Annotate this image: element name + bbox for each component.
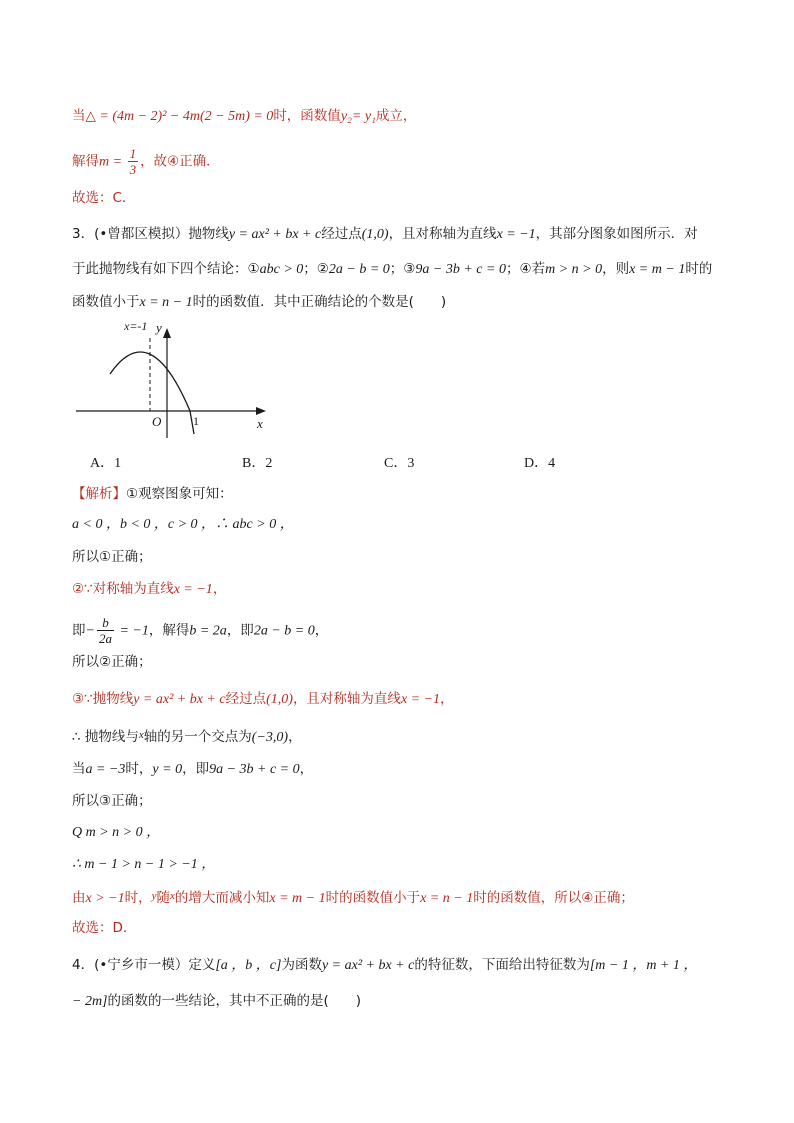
math: x = n − 1 [139,295,193,310]
y-axis-label: y [156,320,162,335]
analysis-line-9: 所以③正确； [72,793,152,809]
math: 2a − b = 0 [253,623,315,639]
text: ，且对称轴为直线 [388,226,497,242]
math: [a ，b ，c] [215,958,282,973]
parabola-graph [72,318,272,442]
text: 时的函数值小于 [325,890,421,906]
text: 的函数的一些结论，其中不正确的是( ) [107,993,362,1009]
math: − [85,623,95,639]
text: 经过点 [321,226,362,242]
numerator: 1 [129,146,137,161]
text: 时的 [685,261,713,277]
analysis-line-10: Q m > n > 0 ， [72,825,161,840]
text: 随 [156,890,170,906]
math: 2a − b = 0 [328,262,390,277]
math: 9a − 3b + c = 0 [209,762,300,777]
text: 由 [72,890,86,906]
text: ， [288,729,302,745]
option-d[interactable]: D．4 [524,456,556,471]
text: 时， [124,890,152,906]
math: x = −1 [400,692,441,707]
math: (1,0) [266,692,293,707]
text: 的增大而减小知 [174,890,270,906]
analysis-line-13: 故选：D． [72,920,137,936]
text: ，且对称轴为直线 [292,691,401,707]
math: (−3,0) [251,730,289,745]
text: ②∵对称轴为直线 [72,581,174,597]
text: 3．(•曾都区模拟）抛物线 [72,226,229,242]
math: x = −1 [496,227,536,242]
point-label: 1 [193,414,199,428]
numerator: b [97,615,114,631]
text: ，即 [182,761,210,777]
math: a = −3 [85,762,126,777]
math: y = ax² + bx + c [133,692,226,707]
text: 为函数 [281,957,322,973]
math: y = ax² + bx + c [321,958,415,973]
x-axis-arrow [256,407,266,415]
text: 即 [72,622,86,639]
math: x [170,890,175,902]
text: ，解得 [148,622,190,639]
question-4-line-1 [72,955,697,976]
analysis-line-4 [72,615,328,646]
text: ， [440,691,454,707]
y-axis-arrow [163,328,171,338]
text: 当△ [72,108,96,124]
text: ，其部分图象如图所示．对 [535,226,698,242]
math: b = 2a [189,623,227,639]
math: y = 0 [152,762,183,777]
symmetry-label: x=-1 [124,319,148,333]
analysis-line-6 [72,689,454,710]
text: 4．(•宁乡市一模）定义 [72,957,216,973]
text: ③∵抛物线 [72,691,134,707]
analysis-tag: 【解析】 [72,486,126,502]
x-axis-label: x [257,416,263,431]
text: ；③ [389,261,416,277]
analysis-line-7 [72,725,302,748]
math: y = ax² + bx + c [228,227,322,242]
text: 经过点 [225,691,267,707]
math: x = m − 1 [269,891,326,906]
text: ；④若 [505,261,546,277]
math: m > n > 0 [545,262,603,277]
analysis-line-12 [72,886,634,909]
text: ， [314,622,329,639]
math: [m − 1 ，m + 1 ， [589,958,698,973]
analysis-line-11: ∴ m − 1 > n − 1 > −1 ， [72,857,216,872]
analysis-line-1: a < 0 ，b < 0 ，c > 0 ，∴ abc > 0 ， [72,517,294,532]
text: ∴ 抛物线与 [72,729,139,745]
text: ，故④正确． [140,153,220,170]
option-b[interactable]: B．2 [242,456,273,471]
answer-line: 故选：C． [72,190,136,206]
math: x = n − 1 [420,891,474,906]
text: 于此抛物线有如下四个结论：① [72,261,260,277]
analysis-line-8 [72,759,313,780]
question-3-line-3 [72,292,446,313]
analysis-header [72,484,233,504]
option-a[interactable]: A．1 [90,456,122,471]
condition-line [72,106,416,127]
text: 时，函数值 [273,108,341,124]
denominator: 3 [129,162,137,177]
fraction [128,146,139,177]
question-3-line-1 [72,224,698,245]
solve-line [72,146,220,177]
text: 解得 [72,153,99,170]
text: 当 [72,761,86,777]
math: abc > 0 [259,262,304,277]
math: x [138,729,144,741]
text: 函数值小于 [72,294,140,310]
math: y₂= y₁ [340,109,376,124]
question-3-line-2 [72,259,712,280]
text: ①观察图象可知： [126,486,233,502]
math: = −1 [115,623,149,639]
math: (1,0) [361,227,389,242]
text: ， [212,581,227,597]
math: − 2m] [72,994,108,1009]
math: = (4m − 2)² − 4m(2 − 5m) = 0 [95,109,274,124]
text: ；② [303,261,329,277]
text: ，即 [226,622,254,639]
denominator: 2a [98,631,112,646]
math: y [151,890,157,902]
text: 时的函数值．其中正确结论的个数是( ) [192,294,447,310]
math: x = m − 1 [629,262,686,277]
question-4-line-2 [72,991,361,1012]
text: 时的函数值，所以④正确； [473,890,634,906]
analysis-line-3 [72,579,226,600]
text: ，则 [602,261,630,277]
math: 9a − 3b + c = 0 [415,262,506,277]
text: 轴的另一个交点为 [143,729,252,745]
math: x > −1 [85,891,125,906]
text: 时， [125,761,153,777]
fraction [97,615,114,646]
origin-label: O [152,414,162,429]
text: ， [299,761,314,777]
math: x = −1 [173,582,213,597]
math: m = [99,154,126,170]
analysis-line-5: 所以②正确； [72,654,152,670]
text: 成立， [375,108,417,124]
text: 的特征数，下面给出特征数为 [414,957,590,973]
option-c[interactable]: C．3 [384,456,415,471]
analysis-line-2: 所以①正确； [72,549,152,565]
